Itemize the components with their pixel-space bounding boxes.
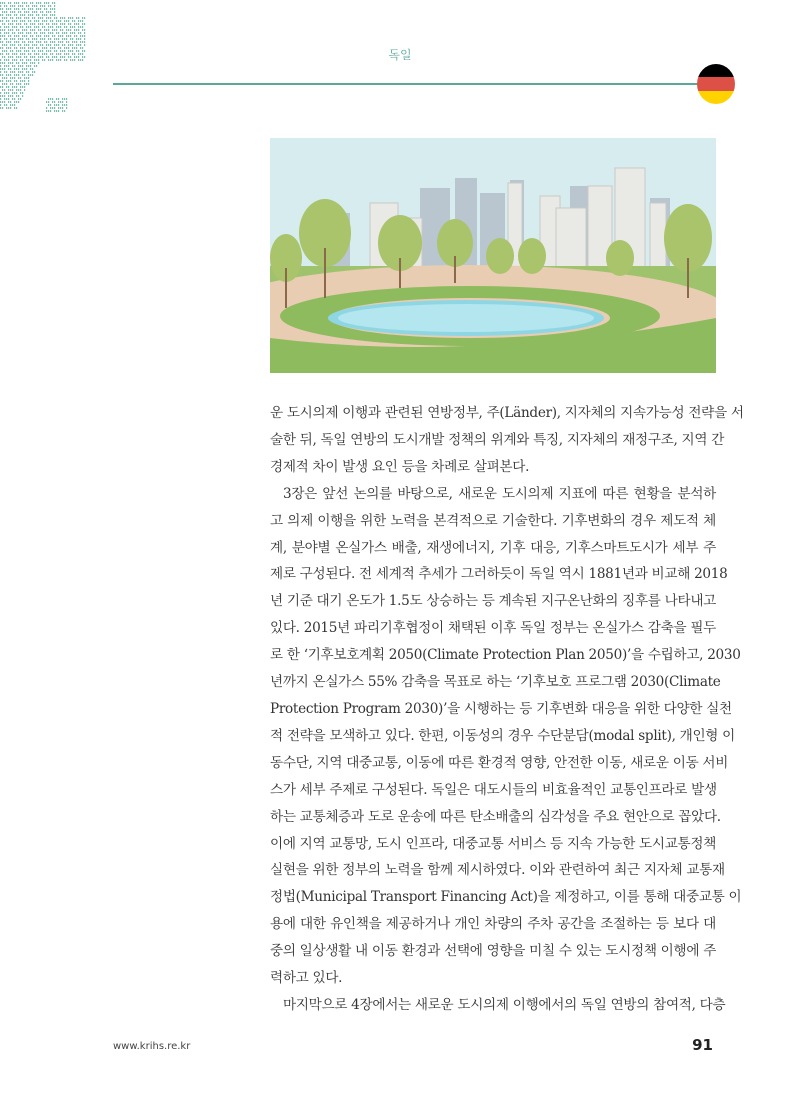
text-line: Protection Program 2030)’을 시행하는 등 기후변화 대응을 위한 다양한 실천 [270,700,732,717]
header-divider [113,83,699,85]
text-line: 3장은 앞선 논의를 바탕으로, 새로운 도시의제 지표에 따른 현황을 분석하 [283,485,716,502]
text-line: 마지막으로 4장에서는 새로운 도시의제 이행에서의 독일 연방의 참여적, 다층 [283,996,726,1013]
text-line: 고 의제 이행을 위한 노력을 본격적으로 기술한다. 기후변화의 경우 제도적 체 [270,512,716,529]
text-line: 년까지 온실가스 55% 감축을 목표로 하는 ‘기후보호 프로그램 2030(Climate [270,674,721,691]
text-line: 년 기준 대기 온도가 1.5도 상승하는 등 계속된 지구온난화의 징후를 나타내고 [270,593,716,610]
section-label: 독일 [388,48,412,62]
text-line: 로 한 ‘기후보호계획 2050(Climate Protection Plan 2050)’을 수립하고, 2030 [270,647,741,664]
text-line: 정법(Municipal Transport Financing Act)을 제정하고, 이를 통해 대중교통 이 [270,889,742,906]
city-park-illustration [270,138,716,373]
text-line: 용에 대한 유인책을 제공하거나 개인 차량의 주차 공간을 조절하는 등 보다 대 [270,916,716,933]
text-line: 운 도시의제 이행과 관련된 연방정부, 주(Länder), 지자체의 지속가능성 전략을 서 [270,405,744,421]
text-line: 스가 세부 주제로 구성된다. 독일은 대도시들의 비효율적인 교통인프라로 발생 [270,781,717,798]
footer-url: www.krihs.re.kr [113,1041,191,1052]
germany-flag-icon [697,64,735,104]
text-line: 실현을 위한 정부의 노력을 함께 제시하였다. 이와 관련하여 최근 지자체 교통재 [270,862,725,879]
text-line: 술한 뒤, 독일 연방의 도시개발 정책의 위계와 특징, 지자체의 재정구조, 지역 간 [270,431,725,448]
text-line: 하는 교통체증과 도로 운송에 따른 탄소배출의 심각성을 주요 현안으로 꼽았다. [270,808,721,825]
text-line: 계, 분야별 온실가스 배출, 재생에너지, 기후 대응, 기후스마트도시가 세부 주 [270,539,716,556]
text-line: 이에 지역 교통망, 도시 인프라, 대중교통 서비스 등 지속 가능한 도시교통정책 [270,835,717,852]
page-number: 91 [692,1036,713,1054]
body-text [270,400,744,1019]
text-line: 적 전략을 모색하고 있다. 한편, 이동성의 경우 수단분담(modal split), 개인형 이 [270,727,735,744]
text-line: 있다. 2015년 파리기후협정이 채택된 이후 독일 정부는 온실가스 감축을 필두 [270,620,716,637]
text-line: 경제적 차이 발생 요인 등을 차례로 살펴본다. [270,458,530,475]
text-line: 중의 일상생활 내 이동 환경과 선택에 영향을 미칠 수 있는 도시정책 이행에 주 [270,943,717,960]
text-line: 동수단, 지역 대중교통, 이동에 따른 환경적 영향, 안전한 이동, 새로운 이동 서비 [270,754,729,771]
text-line: 력하고 있다. [270,970,343,987]
text-line: 제로 구성된다. 전 세계적 추세가 그러하듯이 독일 역시 1881년과 비교해 2018 [270,566,728,583]
